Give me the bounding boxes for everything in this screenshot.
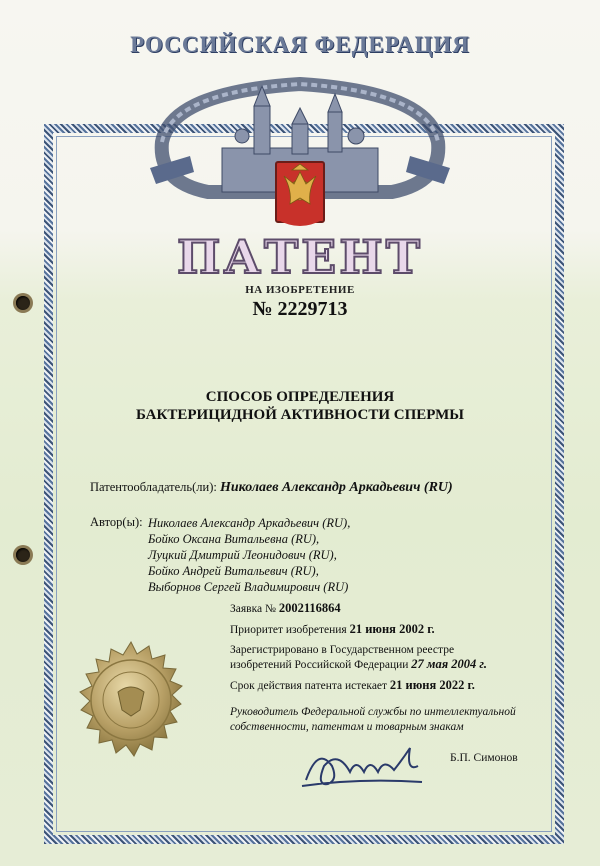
holder-value: Николаев Александр Аркадьевич (RU) — [219, 480, 453, 495]
priority-label: Приоритет изобретения — [230, 624, 347, 636]
validity-date: 21 июня 2022 г. — [389, 678, 475, 692]
patent-number: № 2229713 — [252, 298, 348, 320]
authors-list — [148, 515, 350, 595]
application-label: Заявка № — [230, 603, 276, 615]
registered-line: изобретений Российской Федерации — [230, 659, 409, 671]
validity-label: Срок действия патента истекает — [230, 680, 388, 692]
author-item: Бойко Андрей Витальевич (RU), — [148, 564, 319, 578]
author-item: Луцкий Дмитрий Леонидович (RU), — [148, 548, 337, 562]
author-item: Николаев Александр Аркадьевич (RU), — [148, 516, 351, 530]
signatory-name: Б.П. Симонов — [450, 752, 518, 764]
document-subtitle: НА ИЗОБРЕТЕНИЕ — [245, 284, 355, 296]
gold-seal-icon — [66, 640, 196, 770]
invention-title-line: СПОСОБ ОПРЕДЕЛЕНИЯ — [205, 389, 395, 405]
holder-label: Патентообладатель(ли): — [90, 480, 217, 494]
patent-holder — [90, 480, 453, 496]
position-line: собственности, патентам и товарным знакам — [230, 721, 464, 733]
invention-title-line: БАКТЕРИЦИДНОЙ АКТИВНОСТИ СПЕРМЫ — [135, 407, 465, 423]
application-number: 2002116864 — [278, 601, 341, 615]
position-line: Руководитель Федеральной службы по интеллектуальной — [230, 706, 516, 718]
invention-title — [0, 388, 600, 424]
country-title: РОССИЙСКАЯ ФЕДЕРАЦИЯ — [130, 32, 470, 57]
handwritten-signature-icon — [298, 736, 428, 796]
authors-label: Автор(ы): — [90, 515, 143, 529]
author-item: Бойко Оксана Витальевна (RU), — [148, 532, 320, 546]
kremlin-emblem-icon — [142, 72, 458, 232]
priority-date: 21 июня 2002 г. — [349, 622, 435, 636]
registration-block — [230, 601, 487, 699]
document-type: ПАТЕНТ — [177, 230, 423, 284]
author-item: Выборнов Сергей Владимирович (RU) — [148, 580, 349, 594]
registered-line: Зарегистрировано в Государственном реестре — [230, 644, 455, 656]
registered-date: 27 мая 2004 г. — [411, 657, 487, 671]
binder-hole-icon — [16, 548, 30, 562]
signatory-position — [230, 705, 560, 735]
